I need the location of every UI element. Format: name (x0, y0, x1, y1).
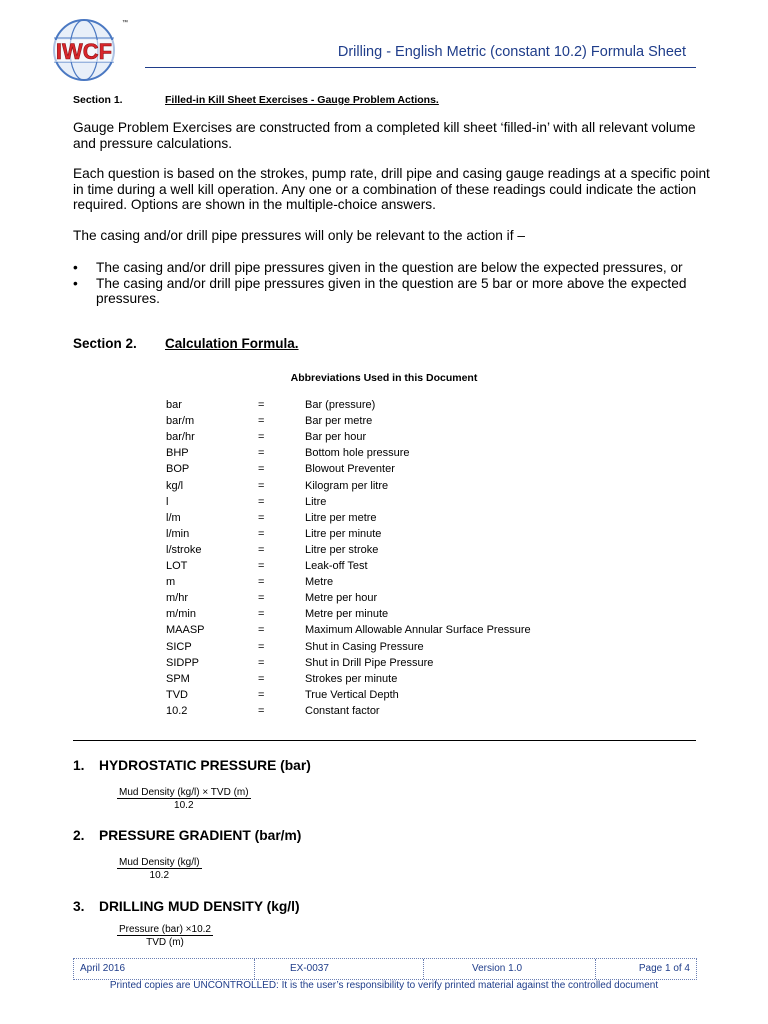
abbreviation-row (0, 592, 768, 608)
footer-version: Version 1.0 (472, 963, 523, 974)
abbreviation-description: Kilogram per litre (305, 479, 389, 492)
abbreviation-row (0, 608, 768, 624)
section1-title: Filled-in Kill Sheet Exercises - Gauge Problem Actions. (165, 94, 439, 106)
abbreviation-equals: = (258, 704, 265, 717)
formula3-denominator: TVD (m) (146, 937, 184, 948)
abbreviation-description: Constant factor (305, 704, 380, 717)
abbreviations-heading: Abbreviations Used in this Document (290, 372, 478, 384)
abbreviation-term: LOT (166, 560, 188, 572)
footer-info-box (73, 958, 697, 980)
abbreviation-term: TVD (166, 688, 188, 701)
abbreviation-term: l/stroke (166, 543, 202, 556)
abbreviation-equals: = (258, 640, 265, 653)
abbreviation-row (0, 576, 768, 592)
section2-title: Calculation Formula. (165, 336, 299, 351)
logo-text: IWCF (55, 39, 113, 64)
abbreviation-description: Bottom hole pressure (305, 447, 410, 460)
abbreviation-term: bar/m (166, 415, 195, 428)
bullet-icon: • (73, 275, 78, 291)
abbreviation-equals: = (258, 688, 265, 701)
abbreviation-row (0, 447, 768, 463)
abbreviation-description: Metre (305, 576, 334, 589)
abbreviation-term: SICP (166, 640, 192, 653)
abbreviation-term: bar (166, 399, 182, 411)
relevance-bullet-list (73, 260, 713, 307)
abbreviation-row (0, 624, 768, 640)
abbreviation-equals: = (258, 672, 265, 685)
footer-page-number: Page 1 of 4 (638, 963, 690, 974)
abbreviation-row (0, 431, 768, 447)
abbreviation-description: Maximum Allowable Annular Surface Pressure (305, 624, 531, 637)
section1-number: Section 1. (73, 94, 123, 106)
abbreviation-equals: = (258, 624, 265, 637)
abbreviation-row (0, 544, 768, 560)
abbreviation-equals: = (258, 543, 265, 556)
abbreviation-description: Bar per metre (305, 415, 373, 428)
abbreviation-description: Bar per hour (305, 431, 367, 444)
abbreviation-description: Metre per minute (305, 608, 389, 621)
abbreviation-equals: = (258, 431, 265, 444)
section-divider (73, 740, 696, 741)
abbreviation-term: kg/l (166, 479, 184, 492)
section2-number: Section 2. (73, 336, 137, 351)
abbreviation-equals: = (258, 415, 265, 428)
formula2-numerator: Mud Density (kg/l) (119, 857, 200, 868)
header-rule (145, 67, 696, 68)
abbreviation-row (0, 480, 768, 496)
abbreviation-equals: = (258, 560, 265, 572)
abbreviation-row (0, 673, 768, 689)
abbreviation-term: SPM (166, 672, 190, 685)
abbreviation-description: Litre per metre (305, 511, 377, 524)
abbreviation-equals: = (258, 656, 265, 669)
abbreviation-description: Blowout Preventer (305, 463, 395, 476)
abbreviation-description: Bar (pressure) (305, 399, 376, 411)
abbreviation-term: m (166, 576, 176, 589)
abbreviation-row (0, 463, 768, 479)
abbreviation-row (0, 705, 768, 721)
abbreviation-description: Litre per minute (305, 527, 382, 540)
bullet-item: • The casing and/or drill pipe pressures given in the question are 5 bar or more above the expected pressures. (73, 275, 687, 306)
abbreviation-term: MAASP (166, 624, 205, 637)
abbreviation-description: Shut in Drill Pipe Pressure (305, 656, 434, 669)
paragraph-intro: Gauge Problem Exercises are constructed from a completed kill sheet ‘filled-in’ with all relevant volume and pressure calculations. (73, 120, 696, 151)
abbreviation-row (0, 528, 768, 544)
abbreviation-equals: = (258, 576, 265, 589)
abbreviation-row (0, 657, 768, 673)
abbreviation-description: Shut in Casing Pressure (305, 640, 424, 653)
formula3-fraction (117, 924, 213, 948)
formula2-fraction (117, 857, 202, 881)
abbreviation-equals: = (258, 463, 265, 476)
abbreviation-equals: = (258, 592, 265, 605)
formula2-denominator: 10.2 (149, 870, 170, 881)
formula1-fraction (117, 787, 251, 811)
abbreviation-row (0, 415, 768, 431)
abbreviation-term: BOP (166, 463, 190, 476)
abbreviation-row (0, 512, 768, 528)
abbreviation-description: Metre per hour (305, 592, 378, 605)
footer-date: April 2016 (80, 963, 126, 974)
abbreviation-description: Litre (305, 495, 327, 508)
abbreviation-equals: = (258, 479, 265, 492)
abbreviation-row (0, 689, 768, 705)
footer-uncontrolled-note: Printed copies are UNCONTROLLED: It is the user’s responsibility to verify printed material against the controlled document (109, 980, 659, 991)
abbreviation-equals: = (258, 447, 265, 460)
abbreviation-term: l/m (166, 511, 181, 524)
abbreviation-equals: = (258, 527, 265, 540)
formula1-denominator: 10.2 (174, 800, 194, 811)
formula3-numerator: Pressure (bar) ×10.2 (119, 924, 211, 935)
abbreviation-term: l/min (166, 527, 190, 540)
abbreviation-term: l (166, 495, 169, 508)
abbreviation-term: BHP (166, 447, 189, 460)
abbreviation-term: m/min (166, 608, 196, 621)
abbreviation-row (0, 560, 768, 576)
bullet-icon: • (73, 260, 78, 275)
abbreviation-description: True Vertical Depth (305, 688, 399, 701)
iwcf-logo (32, 16, 132, 86)
formula3-heading: 3. DRILLING MUD DENSITY (kg/l) (73, 899, 300, 914)
footer-separator (254, 959, 255, 979)
formula1-heading: 1. HYDROSTATIC PRESSURE (bar) (73, 758, 311, 773)
abbreviation-term: 10.2 (166, 704, 188, 717)
footer-separator (423, 959, 424, 979)
formula1-numerator: Mud Density (kg/l) × TVD (m) (119, 787, 249, 798)
logo-tm: ™ (122, 20, 128, 26)
footer-doc-id: EX-0037 (290, 963, 329, 974)
abbreviation-description: Leak-off Test (305, 560, 368, 572)
abbreviation-row (0, 496, 768, 512)
footer-separator (595, 959, 596, 979)
paragraph-question-basis: Each question is based on the strokes, pump rate, drill pipe and casing gauge readings at a specific point in time during a well kill operation. Any one or a combination of these readings could indicate the action required. Options are shown in the multiple-choice answers. (73, 166, 710, 212)
abbreviation-description: Litre per stroke (305, 543, 379, 556)
document-title: Drilling - English Metric (constant 10.2) Formula Sheet (337, 44, 686, 60)
abbreviation-row (0, 399, 768, 415)
abbreviation-equals: = (258, 608, 265, 621)
abbreviation-row (0, 641, 768, 657)
abbreviation-description: Strokes per minute (305, 672, 398, 685)
abbreviation-term: bar/hr (166, 431, 195, 444)
paragraph-relevance: The casing and/or drill pipe pressures will only be relevant to the action if – (73, 228, 525, 243)
formula2-heading: 2. PRESSURE GRADIENT (bar/m) (73, 828, 302, 843)
abbreviation-term: m/hr (166, 592, 188, 605)
abbreviation-equals: = (258, 511, 265, 524)
abbreviation-equals: = (258, 495, 265, 508)
bullet-item: • The casing and/or drill pipe pressures given in the question are below the expected pressures, or (73, 260, 683, 275)
abbreviation-equals: = (258, 399, 265, 411)
abbreviation-term: SIDPP (166, 656, 200, 669)
